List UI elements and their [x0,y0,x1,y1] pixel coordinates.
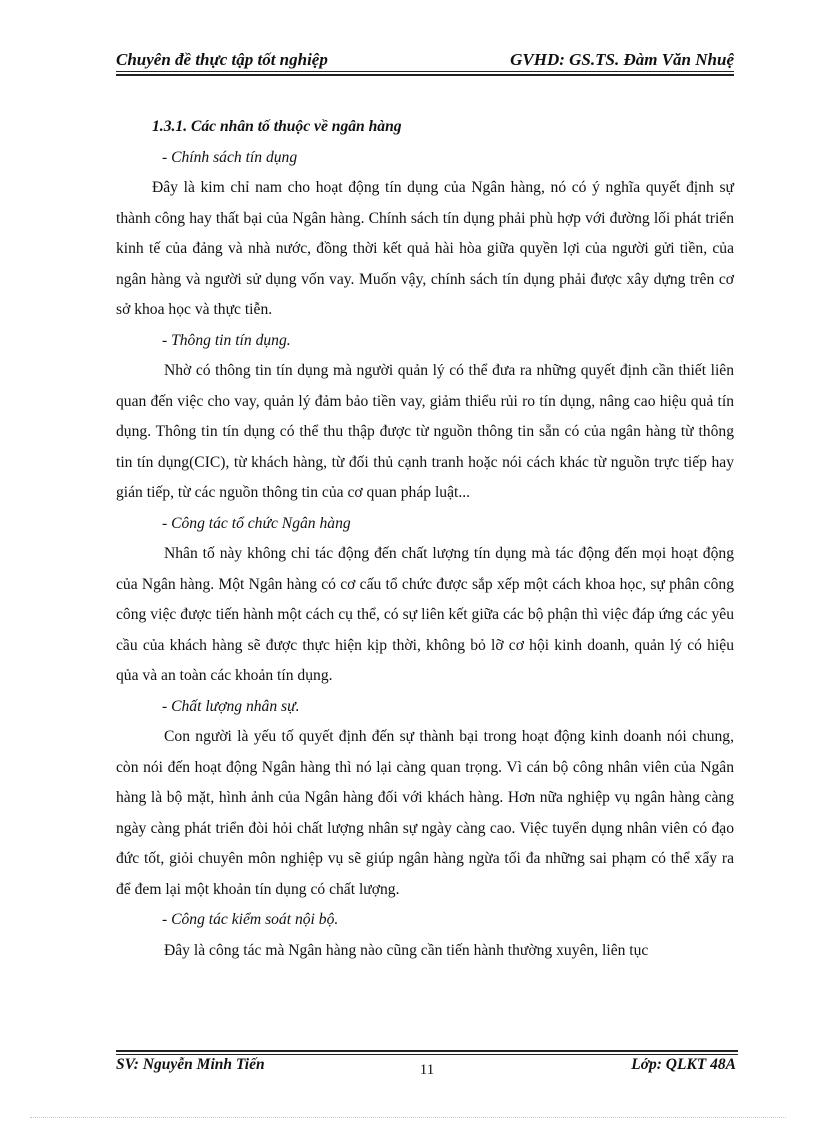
footer-rule-thick [116,1050,738,1052]
paragraph-personnel-quality: Con người là yếu tố quyết định đến sự thành bại trong hoạt động kinh doanh nói chung, còn nói đến hoạt động Ngân hàng thì nó lại càng quan trọng. Vì cán bộ công nhân viên của Ngân hàng là bộ mặt, hình ảnh của Ngân hàng đối với khách hàng. Hơn nữa nghiệp vụ ngân hàng càng ngày càng phát triển đòi hỏi chất lượng nhân sự ngày càng cao. Việc tuyển dụng nhân viên có đạo đức tốt, giỏi chuyên môn nghiệp vụ sẽ giúp ngân hàng ngừa tối đa những sai phạm có thể xẩy ra để đem lại một khoản tín dụng có chất lượng. [116,728,734,898]
paragraph-bank-organization: Nhân tố này không chỉ tác động đến chất lượng tín dụng mà tác động đến mọi hoạt động của Ngân hàng. Một Ngân hàng có cơ cấu tổ chức được sắp xếp một cách khoa học, sự phân công công việc được tiến hành một cách cụ thể, có sự liên kết giữa các bộ phận thì việc đáp ứng các yêu cầu của khách hàng sẽ được thực hiện kịp thời, không bỏ lỡ cơ hội kinh doanh, quản lý có hiệu qủa và an toàn các khoản tín dụng. [116,545,734,684]
page-edge-line [30,1117,786,1118]
subheading-bank-organization: - Công tác tổ chức Ngân hàng [162,514,351,532]
paragraph-credit-information: Nhờ có thông tin tín dụng mà người quản lý có thể đưa ra những quyết định cần thiết liên quan đến việc cho vay, quản lý đảm bảo tiền vay, giảm thiểu rủi ro tín dụng, nâng cao hiệu quả tín dụng. Thông tin tín dụng có thể thu thập được từ nguồn thông tin sẵn có của ngân hàng từ thông tin tín dụng(CIC), từ khách hàng, từ đối thủ cạnh tranh hoặc nói cách khác từ nguồn trực tiếp hay gián tiếp, từ các nguồn thông tin của cơ quan pháp luật... [116,362,734,501]
subheading-internal-control: - Công tác kiểm soát nội bộ. [162,911,339,928]
subheading-personnel-quality: - Chất lượng nhân sự. [162,697,300,715]
header-rule-thick [116,74,734,76]
paragraph-credit-policy: Đây là kim chỉ nam cho hoạt động tín dụng của Ngân hàng, nó có ý nghĩa quyết định sự thành công hay thất bại của Ngân hàng. Chính sách tín dụng phải phù hợp với đường lối phát triển kinh tế của đảng và nhà nước, đồng thời kết quả hài hòa giữa quyền lợi của người gửi tiền, của ngân hàng và người sử dụng vốn vay. Muốn vậy, chính sách tín dụng phải được xây dựng trên cơ sở khoa học và thực tiễn. [116,179,734,318]
footer-rule-thin [116,1054,738,1055]
paragraph-internal-control: Đây là công tác mà Ngân hàng nào cũng cần tiến hành thường xuyên, liên tục [164,941,649,959]
footer-student-name: SV: Nguyễn Minh Tiến [116,1056,265,1073]
header-document-title: Chuyên đề thực tập tốt nghiệp [116,50,328,69]
subheading-credit-information: - Thông tin tín dụng. [162,331,291,349]
subheading-credit-policy: - Chính sách tín dụng [162,148,298,166]
header-rule-thin [116,71,734,72]
header-supervisor: GVHD: GS.TS. Đàm Văn Nhuệ [510,50,734,69]
page-header [116,48,734,72]
section-title: 1.3.1. Các nhân tố thuộc về ngân hàng [152,118,402,135]
page-number: 11 [419,1062,435,1078]
page-footer [116,1056,738,1084]
footer-class: Lớp: QLKT 48A [631,1056,736,1073]
page-body [116,112,734,966]
